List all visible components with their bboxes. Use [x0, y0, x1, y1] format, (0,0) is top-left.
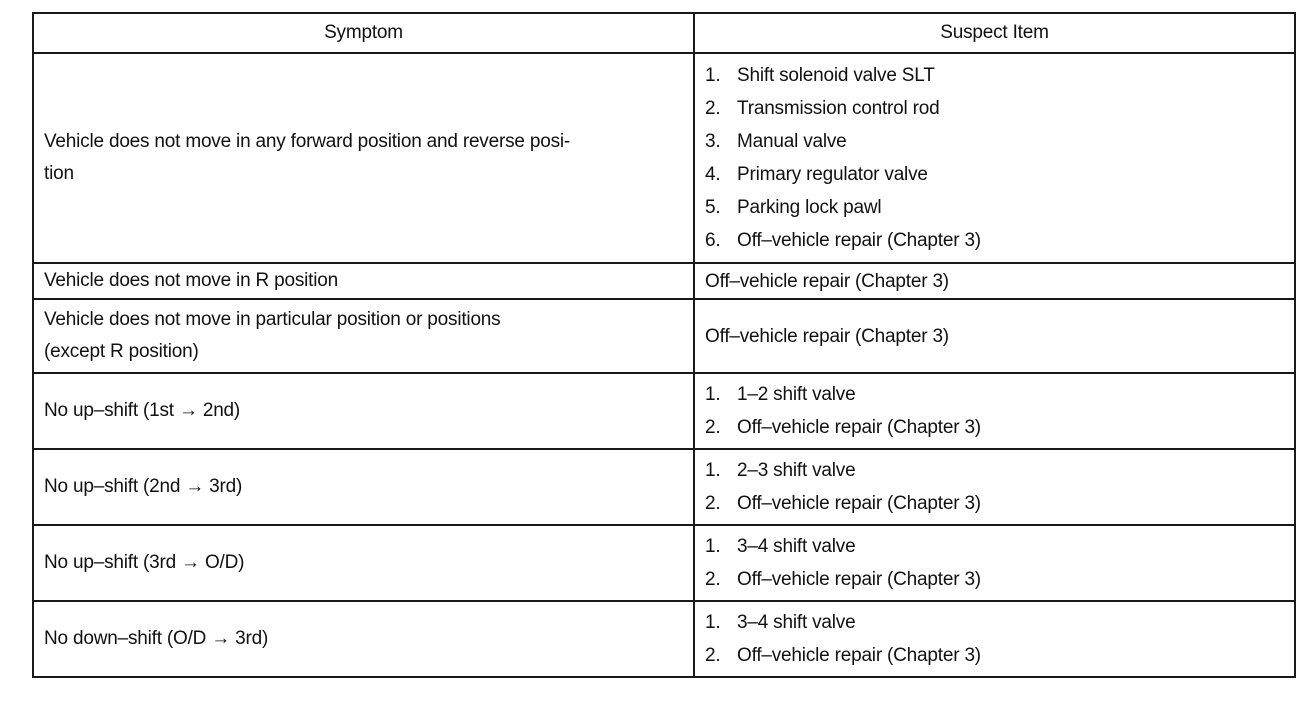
suspect-item-number: 2.: [705, 569, 721, 590]
symptom-cell: [33, 53, 694, 263]
table-row: [33, 525, 1295, 601]
suspect-item-cell: [694, 263, 1295, 299]
suspect-item-number: 3.: [705, 131, 721, 152]
suspect-item-text: Shift solenoid valve SLT: [737, 65, 935, 86]
suspect-list-item: [705, 454, 1284, 487]
suspect-list-item: [705, 224, 1284, 257]
suspect-item-text: 3–4 shift valve: [737, 536, 856, 557]
suspect-item-cell: [694, 373, 1295, 449]
suspect-list-item: [705, 378, 1284, 411]
suspect-item-number: 1.: [705, 65, 721, 86]
suspect-item-list: [705, 530, 1284, 596]
suspect-list-item: [705, 125, 1284, 158]
suspect-item-number: 2.: [705, 493, 721, 514]
suspect-item-list: [705, 59, 1284, 257]
suspect-list-item: [705, 92, 1284, 125]
suspect-item-cell: [694, 299, 1295, 373]
table-header-row: [33, 13, 1295, 53]
suspect-list-item: [705, 563, 1284, 596]
suspect-item-number: 4.: [705, 164, 721, 185]
symptom-suspect-table: [32, 12, 1296, 678]
suspect-list-item: [705, 411, 1284, 444]
suspect-item-text: 2–3 shift valve: [737, 460, 856, 481]
suspect-item-text: Off–vehicle repair (Chapter 3): [737, 645, 981, 666]
suspect-item-text: 1–2 shift valve: [737, 384, 856, 405]
suspect-item-text: Transmission control rod: [737, 98, 940, 119]
symptom-text: Vehicle does not move in R position: [44, 270, 339, 291]
table-row: [33, 299, 1295, 373]
symptom-text: No up–shift (3rd → O/D): [44, 552, 245, 573]
suspect-item-text: Off–vehicle repair (Chapter 3): [705, 270, 949, 292]
suspect-item-number: 2.: [705, 98, 721, 119]
suspect-item-number: 1.: [705, 536, 721, 557]
table-row: [33, 53, 1295, 263]
symptom-cell: [33, 601, 694, 677]
suspect-item-number: 6.: [705, 230, 721, 251]
symptom-cell: [33, 525, 694, 601]
table-body: [33, 53, 1295, 677]
symptom-cell: [33, 373, 694, 449]
table-row: [33, 601, 1295, 677]
suspect-item-text: Off–vehicle repair (Chapter 3): [705, 325, 949, 347]
suspect-item-text: Primary regulator valve: [737, 164, 928, 185]
suspect-item-text: 3–4 shift valve: [737, 612, 856, 633]
suspect-item-text: Parking lock pawl: [737, 197, 882, 218]
suspect-item-number: 2.: [705, 645, 721, 666]
suspect-item-number: 1.: [705, 612, 721, 633]
troubleshooting-table-sheet: [32, 12, 1294, 678]
table-row: [33, 373, 1295, 449]
suspect-item-number: 2.: [705, 417, 721, 438]
suspect-item-cell: [694, 601, 1295, 677]
suspect-item-cell: [694, 449, 1295, 525]
suspect-item-number: 5.: [705, 197, 721, 218]
suspect-item-text: Off–vehicle repair (Chapter 3): [737, 230, 981, 251]
suspect-list-item: [705, 59, 1284, 92]
suspect-list-item: [705, 191, 1284, 224]
symptom-text: Vehicle does not move in any forward position and reverse posi- tion: [44, 131, 571, 184]
table-row: [33, 263, 1295, 299]
header-symptom: Symptom: [33, 13, 694, 53]
table-row: [33, 449, 1295, 525]
symptom-text: No up–shift (2nd → 3rd): [44, 476, 243, 497]
suspect-item-text: Off–vehicle repair (Chapter 3): [737, 569, 981, 590]
symptom-cell: [33, 299, 694, 373]
symptom-cell: [33, 263, 694, 299]
suspect-item-text: Manual valve: [737, 131, 847, 152]
suspect-list-item: [705, 530, 1284, 563]
symptom-text: Vehicle does not move in particular position or positions (except R position): [44, 309, 501, 362]
suspect-item-list: [705, 606, 1284, 672]
suspect-item-number: 1.: [705, 460, 721, 481]
suspect-item-text: Off–vehicle repair (Chapter 3): [737, 417, 981, 438]
suspect-item-list: [705, 378, 1284, 444]
suspect-item-cell: [694, 53, 1295, 263]
suspect-list-item: [705, 639, 1284, 672]
suspect-item-number: 1.: [705, 384, 721, 405]
header-suspect-item: Suspect Item: [694, 13, 1295, 53]
suspect-list-item: [705, 606, 1284, 639]
symptom-cell: [33, 449, 694, 525]
suspect-item-text: Off–vehicle repair (Chapter 3): [737, 493, 981, 514]
suspect-item-list: [705, 454, 1284, 520]
symptom-text: No down–shift (O/D → 3rd): [44, 628, 269, 649]
symptom-text: No up–shift (1st → 2nd): [44, 400, 241, 421]
suspect-list-item: [705, 487, 1284, 520]
suspect-list-item: [705, 158, 1284, 191]
suspect-item-cell: [694, 525, 1295, 601]
